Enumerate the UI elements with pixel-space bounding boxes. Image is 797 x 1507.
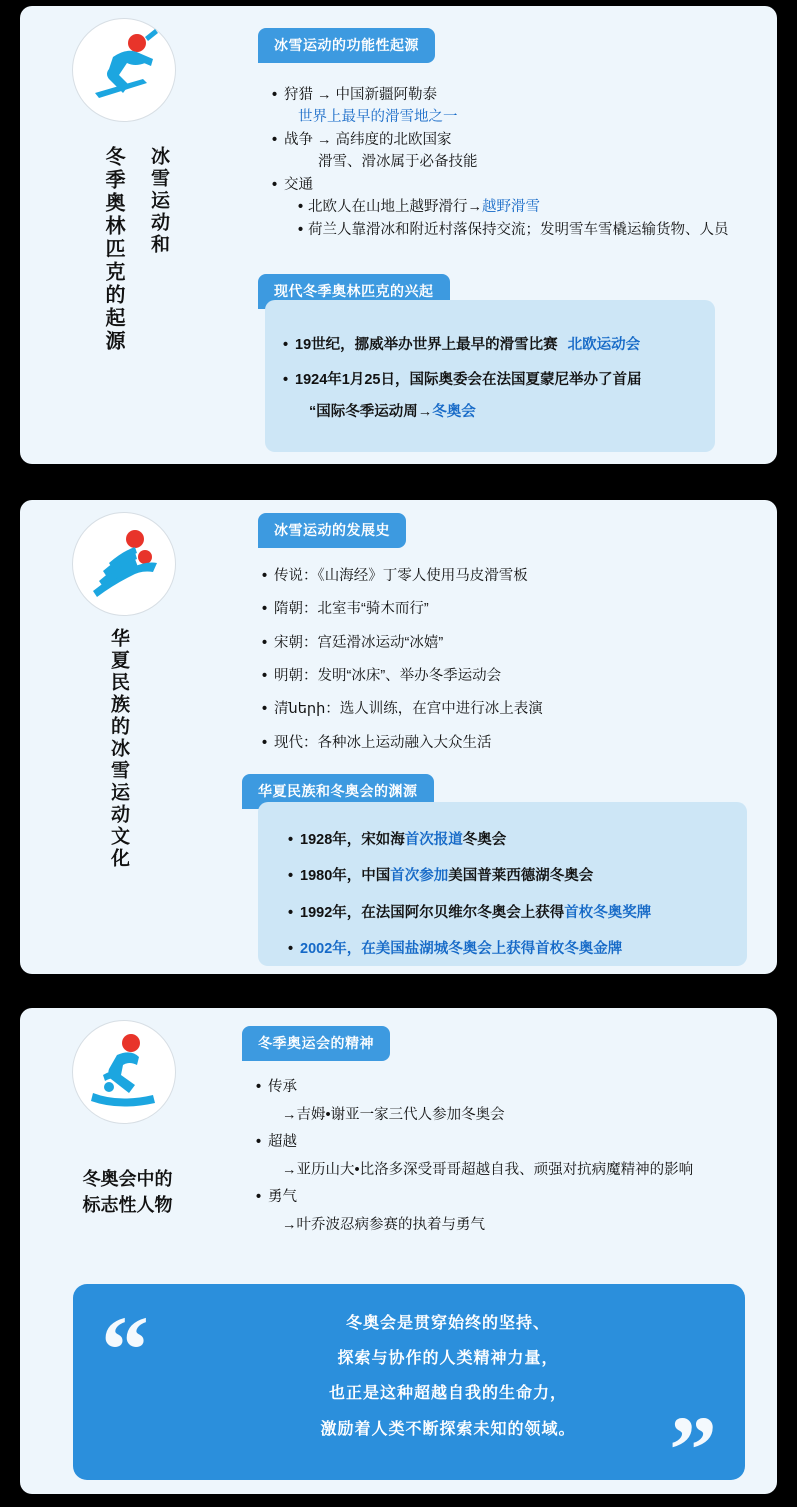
list-item bbox=[258, 196, 758, 218]
list-item-highlight: 冬奥会 bbox=[432, 403, 476, 420]
list-item: • 清ների：选人训练，在宫中进行冰上表演 bbox=[248, 693, 758, 726]
list-item: • 超越 bbox=[242, 1129, 762, 1157]
list-item: • 1924年1月25日，国际奥委会在法国夏蒙尼举办了首届 bbox=[283, 363, 697, 398]
list-item: • 战争 → 高纬度的北欧国家 bbox=[258, 129, 758, 151]
quote-line: 冬奥会是贯穿始终的坚持、 bbox=[345, 1315, 550, 1332]
list-item-highlight: 首枚冬奥奖牌 bbox=[564, 904, 652, 921]
list-item: • 交通 bbox=[258, 174, 758, 196]
spirit-title bbox=[20, 1166, 235, 1218]
list-item bbox=[274, 931, 731, 967]
quote-banner bbox=[73, 1284, 745, 1503]
list-item-text: “国际冬季运动周→ bbox=[309, 403, 433, 420]
list-item: • 传说：《山海经》丁零人使用马皮滑雪板 bbox=[248, 560, 758, 593]
list-item: • 荷兰人靠滑冰和附近村落保持交流；发明雪车雪橇运输货物、人员 bbox=[258, 219, 758, 241]
spirit-title-line2: 标志性人物 bbox=[82, 1195, 173, 1216]
list-item-text: 1928年，宋如海 bbox=[300, 832, 405, 848]
origin-block-modern bbox=[265, 300, 715, 452]
culture-title: 华夏民族的冰雪运动文化 bbox=[107, 628, 129, 870]
spirit-block-values bbox=[242, 1074, 762, 1239]
list-item-text: 19世纪，挪威举办世界上最早的滑雪比赛 bbox=[295, 337, 558, 353]
pill-development-history: 冰雪运动的发展史 bbox=[258, 513, 406, 548]
list-item bbox=[283, 398, 697, 427]
list-item bbox=[274, 858, 731, 894]
list-item bbox=[274, 895, 731, 931]
quote-text bbox=[223, 1306, 673, 1447]
list-item-highlight: 首枚冬奥金牌 bbox=[535, 940, 623, 957]
section-card-culture bbox=[20, 500, 777, 974]
origin-title-sub: 冰雪运动和 bbox=[147, 146, 169, 256]
list-item-text: 2002年，在美国盐湖城冬奥会上获得 bbox=[300, 940, 536, 957]
list-item: • 宋朝：宫廷滑冰运动“冰嬉” bbox=[248, 627, 758, 660]
list-item-text: 北欧人在山地上越野滑行→ bbox=[308, 199, 482, 216]
list-item-note: →吉姆•谢亚一家三代人参加冬奥会 bbox=[282, 1106, 505, 1123]
quote-close-icon: ” bbox=[669, 1396, 717, 1503]
list-item: • 勇气 bbox=[242, 1184, 762, 1212]
pill-olympic-spirit: 冬季奥运会的精神 bbox=[242, 1026, 390, 1061]
pill-functional-origin: 冰雪运动的功能性起源 bbox=[258, 28, 435, 63]
list-item: • 传承 bbox=[242, 1074, 762, 1102]
culture-block-milestones bbox=[258, 802, 747, 966]
list-item: • 狩猎 → 中国新疆阿勒泰 bbox=[258, 84, 758, 106]
list-item-tail: 美国普莱西德湖冬奥会 bbox=[448, 868, 594, 885]
list-item-highlight: 首次参加 bbox=[390, 868, 449, 885]
list-item-text: 1980年，中国 bbox=[300, 868, 391, 885]
origin-left-column bbox=[20, 6, 235, 464]
spirit-title-line1: 冬奥会中的 bbox=[82, 1169, 173, 1189]
culture-left-column bbox=[20, 500, 235, 974]
list-item-tail: 冬奥会 bbox=[462, 832, 507, 848]
quote-open-icon: “ bbox=[101, 1296, 149, 1403]
quote-line: 也正是这种超越自我的生命力， bbox=[328, 1385, 567, 1403]
list-item-text: 1992年，在法国阿尔贝维尔冬奥会上获得 bbox=[300, 904, 565, 921]
origin-title-main: 冬季奥林匹克的起源 bbox=[102, 146, 124, 353]
list-item-highlight: 越野滑雪 bbox=[482, 199, 540, 216]
pill-china-olympics-link: 华夏民族和冬奥会的渊源 bbox=[242, 774, 434, 809]
list-item-highlight: 首次报道 bbox=[404, 832, 463, 848]
quote-line: 激励着人类不断探索未知的领域。 bbox=[320, 1420, 576, 1438]
section-card-origin bbox=[20, 6, 777, 464]
section-card-spirit bbox=[20, 1008, 777, 1503]
list-item-note: →亚历山大•比洛多深受哥哥超越自我、顽强对抗病魔精神的影响 bbox=[282, 1161, 694, 1178]
list-item bbox=[274, 822, 731, 858]
quote-line: 探索与协作的人类精神力量， bbox=[337, 1350, 559, 1368]
pill-modern-rise: 现代冬季奥林匹克的兴起 bbox=[258, 274, 450, 309]
culture-block-history bbox=[248, 560, 758, 760]
list-item bbox=[283, 328, 697, 363]
list-item: • 现代：各种冰上运动融入大众生活 bbox=[248, 727, 758, 760]
list-item-note: 世界上最早的滑雪地之一 bbox=[298, 109, 458, 126]
skater-icon bbox=[72, 512, 176, 616]
list-item-note: →叶乔波忍病参赛的执着与勇气 bbox=[282, 1216, 485, 1233]
list-item-note: 滑雪、滑冰属于必备技能 bbox=[318, 154, 478, 171]
snowboarder-icon bbox=[72, 1020, 176, 1124]
list-item: • 明朝：发明“冰床”、举办冬季运动会 bbox=[248, 660, 758, 693]
list-item-highlight: 北欧运动会 bbox=[567, 337, 641, 353]
origin-block-functional bbox=[258, 84, 758, 241]
skier-icon bbox=[72, 18, 176, 122]
list-item: • 隋朝：北室韦“骑木而行” bbox=[248, 593, 758, 626]
